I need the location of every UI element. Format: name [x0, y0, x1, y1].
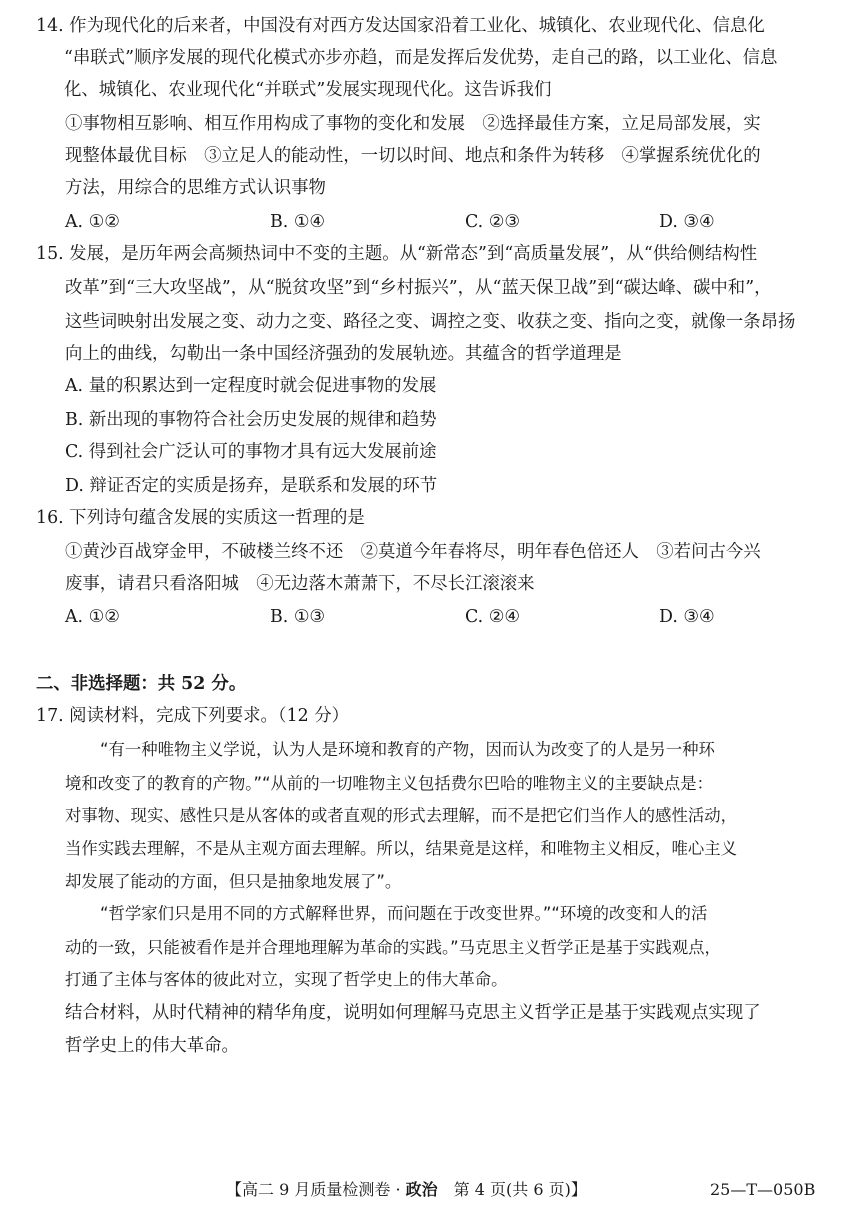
footer-code: 25—T—050B	[710, 1180, 816, 1199]
q16-option-b: B. ①③	[270, 607, 326, 627]
q15-line: 这些词映射出发展之变、动力之变、路径之变、调控之变、收获之变、指向之变，就像一条昂扬	[65, 312, 796, 332]
q16-line: 16. 下列诗句蕴含发展的实质这一哲理的是	[36, 508, 365, 528]
q17-material-line: 却发展了能动的方面，但只是抽象地发展了”。	[65, 872, 402, 891]
q17-material-line: “有一种唯物主义学说，认为人是环境和教育的产物，因而认为改变了的人是另一种环	[100, 740, 715, 759]
q17-stem: 17. 阅读材料，完成下列要求。（12 分）	[36, 706, 350, 726]
q14-line: “串联式”顺序发展的现代化模式亦步亦趋，而是发挥后发优势，走自己的路，以工业化、信息	[64, 48, 778, 68]
q15-option-b: B. 新出现的事物符合社会历史发展的规律和趋势	[65, 410, 437, 430]
q14-option-a: A. ①②	[65, 212, 120, 232]
footer-title	[226, 1176, 587, 1204]
q14-line: ①事物相互影响、相互作用构成了事物的变化和发展 ②选择最佳方案，立足局部发展，实	[65, 114, 761, 134]
q15-line: 向上的曲线，勾勒出一条中国经济强劲的发展轨迹。其蕴含的哲学道理是	[65, 344, 622, 364]
q17-requirement-line: 哲学史上的伟大革命。	[65, 1036, 239, 1056]
q17-requirement-line: 结合材料，从时代精神的精华角度，说明如何理解马克思主义哲学正是基于实践观点实现了	[65, 1003, 761, 1023]
q16-line: ①黄沙百战穿金甲，不破楼兰终不还 ②莫道今年春将尽，明年春色倍还人 ③若问古今兴	[65, 542, 761, 562]
q14-option-b: B. ①④	[270, 212, 326, 232]
q17-material-line: “哲学家们只是用不同的方式解释世界，而问题在于改变世界。”“环境的改变和人的活	[100, 904, 708, 923]
q17-material-line: 动的一致，只能被看作是并合理地理解为革命的实践。”马克思主义哲学正是基于实践观点，	[65, 938, 721, 957]
footer-page-info: 第 4 页(共 6 页)】	[437, 1180, 587, 1199]
q14-option-c: C. ②③	[465, 212, 520, 232]
q16-line: 废事，请君只看洛阳城 ④无边落木萧萧下，不尽长江滚滚来	[65, 574, 535, 594]
q15-line: 15. 发展，是历年两会高频热词中不变的主题。从“新常态”到“高质量发展”，从“供给侧结构性	[36, 244, 758, 264]
q17-material-line: 打通了主体与客体的彼此对立，实现了哲学史上的伟大革命。	[65, 970, 508, 989]
q15-option-a: A. 量的积累达到一定程度时就会促进事物的发展	[65, 376, 437, 396]
q16-option-a: A. ①②	[65, 607, 120, 627]
q14-line: 14. 作为现代化的后来者，中国没有对西方发达国家沿着工业化、城镇化、农业现代化、信息化	[36, 16, 765, 36]
footer-subject: 政治	[405, 1180, 438, 1199]
q15-option-d: D. 辩证否定的实质是扬弃，是联系和发展的环节	[65, 476, 438, 496]
q15-line: 改革”到“三大攻坚战”，从“脱贫攻坚”到“乡村振兴”，从“蓝天保卫战”到“碳达峰、碳中和”，	[65, 278, 772, 298]
footer-title-left: 【高二 9 月质量检测卷 ·	[226, 1180, 406, 1199]
q17-material-line: 对事物、现实、感性只是从客体的或者直观的形式去理解，而不是把它们当作人的感性活动，	[65, 806, 738, 825]
q14-line: 现整体最优目标 ③立足人的能动性，一切以时间、地点和条件为转移 ④掌握系统优化的	[65, 146, 761, 166]
q17-material-line: 当作实践去理解，不是从主观方面去理解。所以，结果竟是这样，和唯物主义相反，唯心主义	[65, 839, 738, 858]
q14-line: 方法，用综合的思维方式认识事物	[65, 178, 326, 198]
q16-option-d: D. ③④	[659, 607, 715, 627]
q15-option-c: C. 得到社会广泛认可的事物才具有远大发展前途	[65, 442, 437, 462]
section-heading: 二、非选择题：共 52 分。	[36, 674, 247, 694]
q16-option-c: C. ②④	[465, 607, 520, 627]
q17-material-line: 境和改变了的教育的产物。”“从前的一切唯物主义包括费尔巴哈的唯物主义的主要缺点是：	[65, 774, 714, 793]
q14-line: 化、城镇化、农业现代化“并联式”发展实现现代化。这告诉我们	[64, 80, 552, 100]
q14-option-d: D. ③④	[659, 212, 715, 232]
